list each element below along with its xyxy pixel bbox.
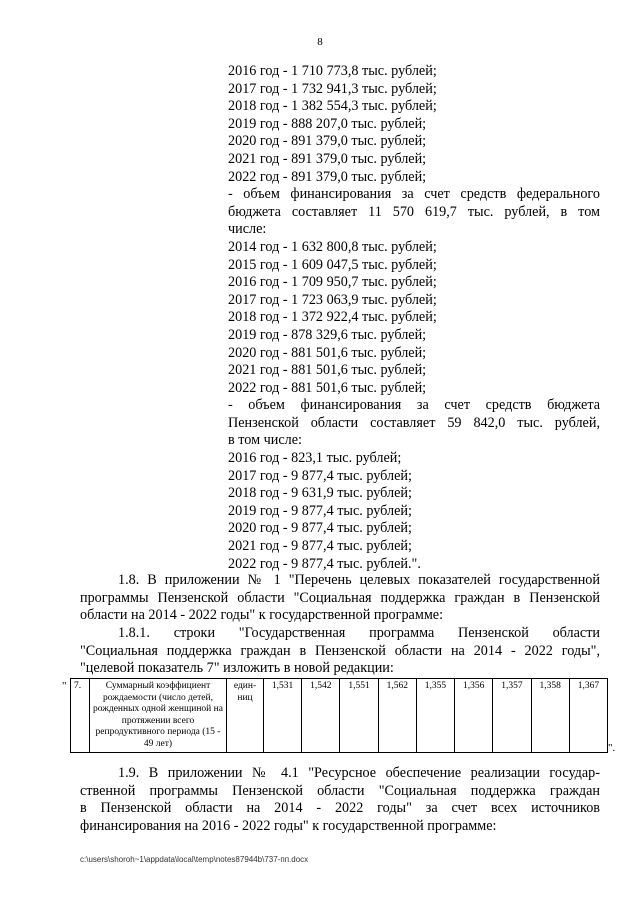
value-2017: 1,562	[378, 679, 416, 753]
table-open-quote: "	[62, 680, 67, 692]
funding-column	[228, 63, 600, 573]
regional-year-line: 2021 год - 9 877,4 тыс. рублей;	[228, 538, 412, 555]
federal-intro-line: числе:	[228, 221, 267, 238]
item-1-9-line: ственной программы Пензенской области "Социальная поддержка граждан	[80, 782, 600, 799]
row-number: 7.	[71, 679, 90, 753]
item-1-8-line: 1.8. В приложении № 1 "Перечень целевых показателей государственной	[118, 572, 600, 588]
item-1-8-1	[80, 625, 600, 678]
federal-year-line: 2022 год - 881 501,6 тыс. рублей;	[228, 379, 427, 396]
file-path-footer: c:\users\shoroh~1\appdata\local\temp\notes87944b\737-пп.docx	[80, 855, 309, 864]
item-1-8-line: программы Пензенской области "Социальная поддержка граждан в Пензенской	[80, 589, 600, 606]
federal-year-line: 2014 год - 1 632 800,8 тыс. рублей;	[228, 238, 437, 255]
item-1-8	[80, 572, 600, 625]
regional-year-line: 2017 год - 9 877,4 тыс. рублей;	[228, 467, 412, 484]
value-2021: 1,358	[531, 679, 569, 753]
federal-line: 2017 год - 1 732 941,3 тыс. рублей;	[228, 80, 437, 97]
regional-year-line: 2018 год - 9 631,9 тыс. рублей;	[228, 485, 412, 502]
value-2016: 1,551	[340, 679, 378, 753]
item-1-9-line: в Пензенской области на 2014 - 2022 годы" за счет всех источников	[80, 800, 600, 817]
value-2019: 1,356	[455, 679, 493, 753]
federal-year-line: 2020 год - 881 501,6 тыс. рублей;	[228, 344, 427, 361]
federal-line: 2018 год - 1 382 554,3 тыс. рублей;	[228, 98, 437, 115]
indicator-table	[70, 678, 608, 753]
regional-intro-line: - объем финансирования за счет средств бюджета	[228, 397, 600, 414]
federal-intro-line: - объем финансирования за счет средств федерального	[228, 186, 600, 203]
item-1-9-line: финансирования на 2016 - 2022 годы" к государственной программе:	[80, 817, 497, 834]
regional-year-line: 2016 год - 823,1 тыс. рублей;	[228, 450, 402, 467]
federal-year-line: 2017 год - 1 723 063,9 тыс. рублей;	[228, 291, 437, 308]
regional-intro-line: Пензенской области составляет 59 842,0 тыс. рублей,	[228, 414, 600, 431]
value-2015: 1,542	[302, 679, 340, 753]
item-1-8-1-line: "Социальная поддержка граждан в Пензенской области на 2014 - 2022 годы",	[80, 642, 600, 659]
table-close-quote: ".	[608, 742, 616, 754]
regional-intro-line: в том числе:	[228, 432, 302, 449]
regional-year-line: 2022 год - 9 877,4 тыс. рублей.".	[228, 555, 421, 572]
federal-year-line: 2016 год - 1 709 950,7 тыс. рублей;	[228, 274, 437, 291]
federal-year-line: 2018 год - 1 372 922,4 тыс. рублей;	[228, 309, 437, 326]
page-number: 8	[317, 36, 323, 48]
value-2014: 1,531	[264, 679, 302, 753]
item-1-9-line: 1.9. В приложении № 4.1 "Ресурсное обеспечение реализации государ-	[118, 765, 600, 781]
indicator-unit: един-ниц	[227, 679, 264, 753]
federal-year-line: 2015 год - 1 609 047,5 тыс. рублей;	[228, 256, 437, 273]
federal-year-line: 2019 год - 878 329,6 тыс. рублей;	[228, 326, 427, 343]
item-1-9	[80, 765, 600, 835]
value-2018: 1,355	[416, 679, 454, 753]
value-2022: 1,367	[569, 679, 607, 753]
table-row	[71, 679, 608, 753]
federal-line: 2016 год - 1 710 773,8 тыс. рублей;	[228, 63, 437, 79]
regional-year-line: 2020 год - 9 877,4 тыс. рублей;	[228, 520, 412, 537]
federal-line: 2020 год - 891 379,0 тыс. рублей;	[228, 133, 427, 150]
item-1-8-1-line: 1.8.1. строки "Государственная программа Пензенской области	[118, 625, 600, 641]
federal-intro-line: бюджета составляет 11 570 619,7 тыс. рублей, в том	[228, 203, 600, 220]
federal-line: 2022 год - 891 379,0 тыс. рублей;	[228, 168, 427, 185]
item-1-8-line: области на 2014 - 2022 годы" к государственной программе:	[80, 607, 444, 624]
item-1-8-1-line: "целевой показатель 7" изложить в новой редакции:	[80, 660, 394, 677]
value-2020: 1,357	[493, 679, 531, 753]
indicator-name: Суммарный коэффициент рождаемости (число детей, рожденных одной женщиной на протяжении всего репродуктивного периода (15 - 49 лет)	[90, 679, 227, 753]
federal-line: 2021 год - 891 379,0 тыс. рублей;	[228, 150, 427, 167]
federal-year-line: 2021 год - 881 501,6 тыс. рублей;	[228, 362, 427, 379]
federal-line: 2019 год - 888 207,0 тыс. рублей;	[228, 115, 427, 132]
regional-year-line: 2019 год - 9 877,4 тыс. рублей;	[228, 502, 412, 519]
